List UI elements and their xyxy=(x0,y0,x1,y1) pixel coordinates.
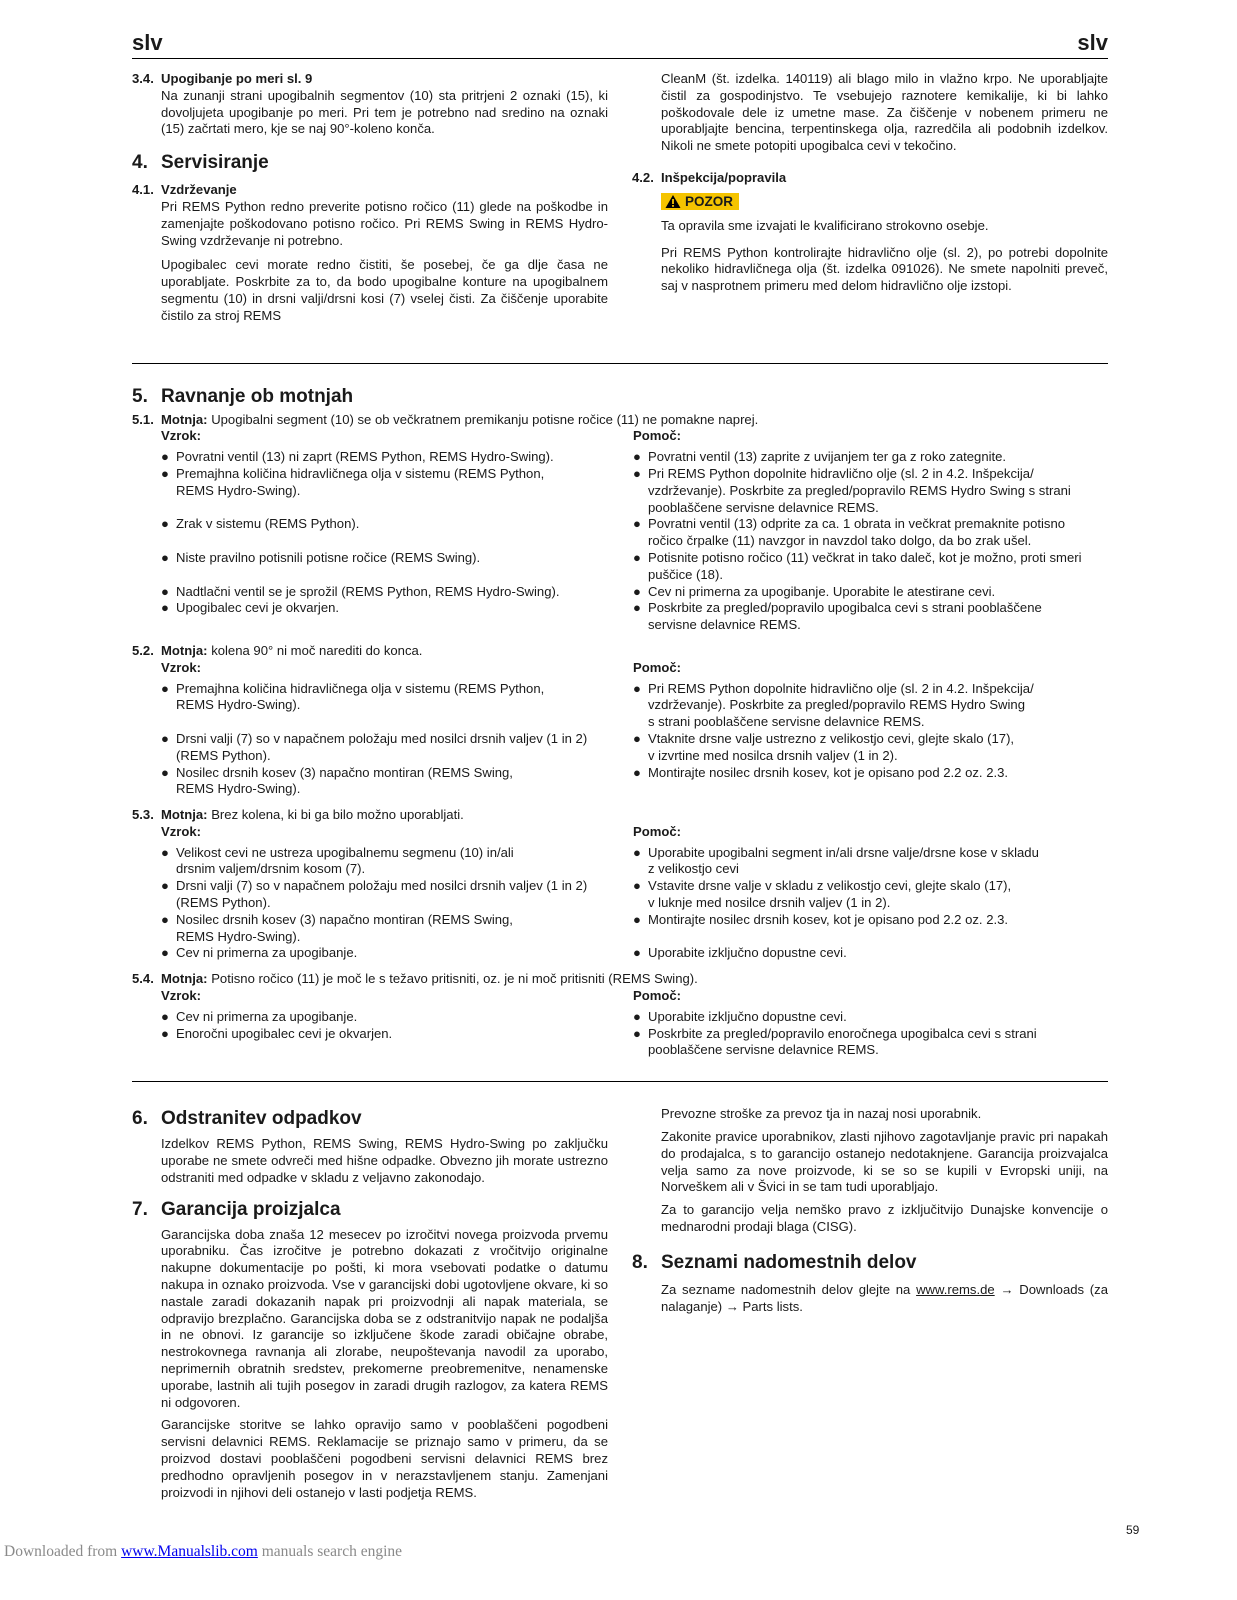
bullet-icon: ● xyxy=(633,516,641,532)
bullet-icon: ● xyxy=(633,680,641,696)
bullet-icon: ● xyxy=(161,764,169,780)
section-6-text: Izdelkov REMS Python, REMS Swing, REMS Hydro-Swing po zaključku uporabe ne smete odvreči med hišne odpadke. Obvezno jih morate ustrezno odstraniti med odpadke v skladu z veljavno zakonodajo. xyxy=(161,1136,608,1185)
fault-row xyxy=(161,584,1108,601)
section-7-para-4: Zakonite pravice uporabnikov, zlasti njihovo zagotavljanje pravic pri napakah do prodajalca, s to garancijo ostanejo nedotaknjene. Garancija proizvajalca velja samo za nove proizvode, ki se so se kupili v Evropski uniji, na Norveškem ali v Švici in se tam tudi uporabljajo. xyxy=(661,1129,1108,1195)
section-4-1-para-1: Pri REMS Python redno preverite potisno ročico (11) glede na poškodbe in zamenjajte poškodovano potisno ročico. Pri REMS Swing in REMS Hydro-Swing vzdrževanje ni potrebno. xyxy=(161,198,608,248)
divider xyxy=(132,1081,1108,1082)
bullet-icon: ● xyxy=(161,945,169,961)
fault-row xyxy=(161,449,1108,466)
fault-help: ● Vstavite drsne valje v skladu z velikostjo cevi, glejte skalo (17), v luknje med nosilce drsnih valjev (1 in 2). xyxy=(633,878,1012,911)
fault-help: ● Povratni ventil (13) odprite za ca. 1 obrata in večkrat premaknite potisno ročico črpalke (11) navzgor in navzdol tako dolgo, da bo zrak ušel. xyxy=(633,516,1066,549)
fault-block xyxy=(132,643,1108,798)
bullet-icon: ● xyxy=(633,730,641,746)
fault-help: ● Vtaknite drsne valje ustrezno z velikostjo cevi, glejte skalo (17), v izvrtine med nosilca drsnih valjev (1 in 2). xyxy=(633,730,1015,763)
fault-help: ● Montirajte nosilec drsnih kosev, kot je opisano pod 2.2 oz. 2.3. xyxy=(633,765,1105,799)
pozor-warning-badge: POZOR xyxy=(661,193,739,210)
bullet-icon: ● xyxy=(633,764,641,780)
cause-label: Vzrok: xyxy=(161,823,202,839)
bullet-icon: ● xyxy=(633,945,641,961)
bullet-icon: ● xyxy=(161,583,169,599)
fault-help: ● Uporabite upogibalni segment in/ali drsne valje/drsne kose v skladu z velikostjo cevi xyxy=(633,844,1039,877)
bullet-icon: ● xyxy=(161,449,169,465)
fault-row xyxy=(161,550,1108,584)
help-label: Pomoč: xyxy=(633,659,682,675)
divider xyxy=(132,363,1108,364)
fault-help: ● Pri REMS Python dopolnite hidravlično olje (sl. 2 in 4.2. Inšpekcija/ vzdrževanje). Poskrbite za pregled/popravilo REMS Hydro Swing s strani pooblaščene servisne delavnice REMS. xyxy=(633,680,1034,730)
fault-help: ● Poskrbite za pregled/popravilo upogibalca cevi s strani pooblaščene servisne delavnice REMS. xyxy=(633,600,1042,633)
fault-row xyxy=(161,878,1108,912)
fault-help: ● Montirajte nosilec drsnih kosev, kot je opisano pod 2.2 oz. 2.3. xyxy=(633,912,1105,946)
fault-cause: ● Velikost cevi ne ustreza upogibalnemu segmenu (10) in/ali drsnim valjem/drsnim kosom (7). xyxy=(161,844,514,877)
fault-row xyxy=(161,681,1108,731)
fault-row xyxy=(161,945,1108,962)
bullet-icon: ● xyxy=(633,600,641,616)
bullet-icon: ● xyxy=(161,1025,169,1041)
fault-row xyxy=(161,600,1108,634)
fault-cause: ● Niste pravilno potisnili potisne ročice (REMS Swing). xyxy=(161,550,633,584)
fault-cause: ● Drsni valji (7) so v napačnem položaju med nosilci drsnih valjev (1 in 2) (REMS Python). xyxy=(161,878,588,911)
fault-row xyxy=(161,1026,1108,1060)
left-column xyxy=(132,71,608,325)
page-header xyxy=(132,30,1108,59)
cause-label: Vzrok: xyxy=(161,988,202,1004)
warning-triangle-icon xyxy=(665,194,681,209)
fault-cause: ● Nosilec drsnih kosev (3) napačno montiran (REMS Swing, REMS Hydro-Swing). xyxy=(161,764,513,797)
fault-heading: 5.3. Motnja: Brez kolena, ki bi ga bilo možno uporabljati. xyxy=(132,807,464,823)
fault-help: ● Uporabite izključno dopustne cevi. xyxy=(633,1008,847,1024)
fault-heading: 5.4. Motnja: Potisno ročico (11) je moč le s težavo pritisniti, oz. je ni moč pritisniti (REMS Swing). xyxy=(132,971,698,987)
bullet-icon: ● xyxy=(161,1008,169,1024)
fault-row xyxy=(161,1009,1108,1026)
fault-cause: ● Upogibalec cevi je okvarjen. xyxy=(161,600,633,634)
fault-row xyxy=(161,731,1108,765)
fault-cause: ● Zrak v sistemu (REMS Python). xyxy=(161,516,633,550)
bullet-icon: ● xyxy=(633,449,641,465)
section-4-2-heading: 4.2. Inšpekcija/popravila xyxy=(632,169,787,185)
bullet-icon: ● xyxy=(161,600,169,616)
bullet-icon: ● xyxy=(161,844,169,860)
top-columns xyxy=(132,71,1108,325)
bullet-icon: ● xyxy=(161,911,169,927)
header-language-right: slv xyxy=(1077,30,1108,55)
bullet-icon: ● xyxy=(633,583,641,599)
bullet-icon: ● xyxy=(633,1008,641,1024)
section-3-4-text: Na zunanji strani upogibalnih segmentov (10) sta pritrjeni 2 oznaki (15), ki dovoljujeta upogibanje po meri. Pri tem je potrebno nad sredino na oznaki (15) začrtati mero, kje se naj 90°-koleno konča. xyxy=(161,87,608,137)
section-6-heading: 6. Odstranitev odpadkov xyxy=(132,1108,362,1130)
cause-label: Vzrok: xyxy=(161,659,202,675)
fault-cause: ● Povratni ventil (13) ni zaprt (REMS Python, REMS Hydro-Swing). xyxy=(161,449,554,465)
bottom-columns xyxy=(132,1108,1108,1501)
fault-heading: 5.1. Motnja: Upogibalni segment (10) se ob večkratnem premikanju potisne ročice (11) ne pomakne naprej. xyxy=(132,411,759,427)
section-4-2-para-2: Pri REMS Python kontrolirajte hidravlično olje (sl. 2), po potrebi dopolnite nekoliko hidravličnega olja (št. izdelka 091026). Ne smete napolniti preveč, saj v nasprotnem primeru med delom hidravlično olje izstopi. xyxy=(661,244,1108,294)
section-3-4-heading: 3.4. Upogibanje po meri sl. 9 xyxy=(132,71,313,86)
bullet-icon: ● xyxy=(161,516,169,532)
fault-row xyxy=(161,516,1108,550)
fault-cause: ● Nadtlačni ventil se je sprožil (REMS Python, REMS Hydro-Swing). xyxy=(161,583,560,599)
bullet-icon: ● xyxy=(633,844,641,860)
cause-label: Vzrok: xyxy=(161,428,202,444)
fault-row xyxy=(161,845,1108,879)
bullet-icon: ● xyxy=(633,1025,641,1041)
manualslib-link[interactable]: www.Manualslib.com xyxy=(121,1543,258,1560)
section-7-para-1: Garancijska doba znaša 12 mesecev po izročitvi novega proizvoda prvemu uporabniku. Čas izročitve je potrebno dokazati z vročitvijo originalne nakupne dokumentacije po pošti, ki mora vsebovati podatke o datumu nakupa in oznako proizvoda. Vse v garancijski dobi ugotovljene okvare, ki so nastale zaradi dokazanih napak pri proizvodnji ali napak materiala, se odpravijo brezplačno. Garancijska doba se z odstranitvijo napak ne podaljša in ne obnovi. Iz garancije so izključene škode zaradi običajne obrabe, nestrokovnega ravnanja ali zlorabe, neupoštevanja navodil za uporabo, neprimernih obratnih sredstev, prekomerne preobremenitve, nenamenske uporabe, lastnih ali tujih posegov in zaradi drugih razlogov, za katera REMS ni odgovoren. xyxy=(161,1226,608,1410)
right-column xyxy=(632,71,1108,325)
fault-row xyxy=(161,765,1108,799)
fault-cause: ● Premajhna količina hidravličnega olja v sistemu (REMS Python, REMS Hydro-Swing). xyxy=(161,466,633,516)
fault-block xyxy=(132,807,1108,962)
left-column-bottom xyxy=(132,1108,608,1501)
bullet-icon: ● xyxy=(161,730,169,746)
fault-block xyxy=(132,971,1108,1059)
section-4-2-para-1: Ta opravila sme izvajati le kvalificirano strokovno osebje. xyxy=(661,217,989,233)
section-7-para-2: Garancijske storitve se lahko opravijo samo v pooblaščeni pogodbeni servisni delavnici REMS. Reklamacije se priznajo samo v primeru, da se proizvod dostavi pooblaščeni pogodbeni servisni delavnici REMS brez predhodno opravljenih posegov in v nerazstavljenem stanju. Zamenjani proizvodi in njihovi deli ostanejo v lasti podjetja REMS. xyxy=(161,1417,608,1500)
section-4-1-para-2: Upogibalec cevi morate redno čistiti, še posebej, če ga dlje časa ne uporabljate. Poskrbite za to, da bodo upogibalne konture na upogibalnem segmentu (10) in drsni valji/drsni kosi (7) vselej čisti. Za čiščenje uporabite čistilo za stroj REMS xyxy=(161,257,608,323)
fault-help: ● Uporabite izključno dopustne cevi. xyxy=(633,945,847,961)
fault-cause: ● Cev ni primerna za upogibanje. xyxy=(161,945,358,961)
fault-cause: ● Nosilec drsnih kosev (3) napačno montiran (REMS Swing, REMS Hydro-Swing). xyxy=(161,911,513,944)
bullet-icon: ● xyxy=(161,680,169,696)
header-language-left: slv xyxy=(132,30,163,55)
help-label: Pomoč: xyxy=(633,428,682,444)
section-8-text: Za sezname nadomestnih delov glejte na www.rems.de → Downloads (za nalaganje) → Parts lists. xyxy=(661,1281,1108,1314)
fault-row xyxy=(161,912,1108,946)
fault-help: ● Cev ni primerna za upogibanje. Uporabite le atestirane cevi. xyxy=(633,583,996,599)
rems-website-link[interactable]: www.rems.de xyxy=(916,1281,995,1297)
help-label: Pomoč: xyxy=(633,988,682,1004)
help-label: Pomoč: xyxy=(633,823,682,839)
section-5-heading: 5. Ravnanje ob motnjah xyxy=(132,385,354,407)
bullet-icon: ● xyxy=(633,878,641,894)
section-7-para-3: Prevozne stroške za prevoz tja in nazaj nosi uporabnik. xyxy=(661,1106,982,1122)
section-4-heading: 4. Servisiranje xyxy=(132,152,269,174)
fault-block xyxy=(132,412,1108,634)
fault-cause: ● Premajhna količina hidravličnega olja v sistemu (REMS Python, REMS Hydro-Swing). xyxy=(161,681,633,731)
fault-cause: ● Drsni valji (7) so v napačnem položaju med nosilci drsnih valjev (1 in 2) (REMS Python). xyxy=(161,730,588,763)
bullet-icon: ● xyxy=(161,878,169,894)
fault-help: ● Povratni ventil (13) zaprite z uvijanjem ter ga z roko zategnite. xyxy=(633,449,1007,465)
manual-page xyxy=(132,30,1108,1501)
fault-cause: ● Enoročni upogibalec cevi je okvarjen. xyxy=(161,1026,633,1060)
bullet-icon: ● xyxy=(161,465,169,481)
section-4-1-heading: 4.1. Vzdrževanje xyxy=(132,182,237,198)
fault-cause: ● Cev ni primerna za upogibanje. xyxy=(161,1008,358,1024)
fault-help: ● Pri REMS Python dopolnite hidravlično olje (sl. 2 in 4.2. Inšpekcija/ vzdrževanje). Poskrbite za pregled/popravilo REMS Hydro Swing s strani pooblaščene servisne delavnice REMS. xyxy=(633,465,1071,515)
fault-heading: 5.2. Motnja: kolena 90° ni moč narediti do konca. xyxy=(132,642,423,658)
fault-help: ● Potisnite potisno ročico (11) večkrat in tako daleč, kot je možno, proti smeri puščice (18). xyxy=(633,549,1082,582)
bullet-icon: ● xyxy=(633,549,641,565)
bullet-icon: ● xyxy=(161,549,169,565)
fault-row xyxy=(161,466,1108,516)
download-footer: Downloaded from www.Manualslib.com manuals search engine xyxy=(4,1543,403,1560)
section-7-para-5: Za to garancijo velja nemško pravo z izključitvijo Dunajske konvencije o mednarodni prodaji blaga (CISG). xyxy=(661,1202,1108,1235)
section-8-heading: 8. Seznami nadomestnih delov xyxy=(632,1251,917,1273)
section-7-heading: 7. Garancija proizjalca xyxy=(132,1198,341,1220)
bullet-icon: ● xyxy=(633,465,641,481)
right-column-bottom xyxy=(632,1106,1108,1501)
troubleshooting-table xyxy=(132,412,1108,1060)
section-4-1-para-3: CleanM (št. izdelka. 140119) ali blago milo in vlažno krpo. Ne uporabljajte čistil za gospodinjstvo. Te vsebujejo raznotere kemikalije, ki bi lahko poškodovale dele iz umetne mase. Za čiščenje v nobenem primeru ne uporabljajte bencina, terpentinskega olja, razredčila ali podobnih izdelkov. Nikoli ne smete potopiti upogibalca cevi v tekočino. xyxy=(661,71,1108,154)
fault-help: ● Poskrbite za pregled/popravilo enoročnega upogibalca cevi s strani pooblaščene servisne delavnice REMS. xyxy=(633,1025,1037,1058)
page-number: 59 xyxy=(1126,1523,1140,1537)
bullet-icon: ● xyxy=(633,911,641,927)
